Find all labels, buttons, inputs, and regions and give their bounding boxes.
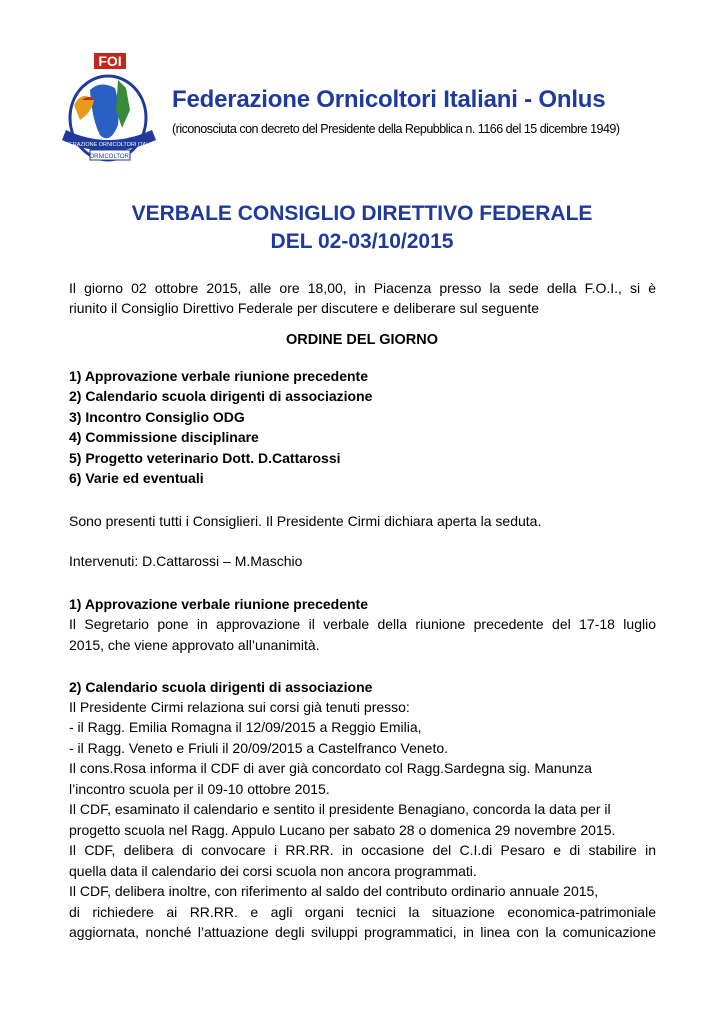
section-2-heading: 2) Calendario scuola dirigenti di associazione — [69, 679, 373, 695]
attendees-text: Intervenuti: D.Cattarossi – M.Maschio — [69, 553, 303, 569]
intro-line-2: riunito il Consiglio Direttivo Federale per discutere e deliberare sul seguente — [69, 300, 540, 316]
agenda-item: 6) Varie ed eventuali — [69, 470, 204, 486]
section-2-text: Il CDF, delibera di convocare i RR.RR. in occasione del C.I.di Pesaro e di stabilire in — [69, 842, 656, 858]
section-2-text: quella data il calendario dei corsi scuola non ancora programmati. — [69, 863, 477, 879]
logo-text: FOI — [98, 53, 122, 69]
organization-name: Federazione Ornicoltori Italiani - Onlus — [172, 86, 606, 113]
section-2-text: - il Ragg. Veneto e Friuli il 20/09/2015 a Castelfranco Veneto. — [69, 740, 449, 756]
foi-logo — [60, 50, 160, 165]
section-2-text: aggiornata, nonché l’attuazione degli sviluppi programmatici, in linea con la comunicazione — [69, 924, 656, 940]
agenda-item: 5) Progetto veterinario Dott. D.Cattarossi — [69, 450, 341, 466]
intro-line-1: Il giorno 02 ottobre 2015, alle ore 18,00, in Piacenza presso la sede della F.O.I., si è — [69, 280, 656, 296]
section-2-text: Il CDF, delibera inoltre, con riferimento al saldo del contributo ordinario annuale 2015, — [69, 883, 599, 899]
agenda-heading: ORDINE DEL GIORNO — [286, 332, 438, 348]
agenda-item: 1) Approvazione verbale riunione precedente — [69, 368, 369, 384]
section-2-text: l’incontro scuola per il 09-10 ottobre 2015. — [69, 781, 330, 797]
agenda-item: 2) Calendario scuola dirigenti di associazione — [69, 388, 373, 404]
section-2-text: Il Presidente Cirmi relaziona sui corsi già tenuti presso: — [69, 699, 410, 715]
section-2-text: Il cons.Rosa informa il CDF di aver già concordato col Ragg.Sardegna sig. Manunza — [69, 760, 592, 776]
section-2-text: - il Ragg. Emilia Romagna il 12/09/2015 a Reggio Emilia, — [69, 719, 422, 735]
section-1-text: Il Segretario pone in approvazione il verbale della riunione precedente del 17-18 luglio — [69, 616, 656, 632]
agenda-item: 3) Incontro Consiglio ODG — [69, 409, 245, 425]
agenda-item: 4) Commissione disciplinare — [69, 429, 259, 445]
logo-ribbon-text: FEDERAZIONE ORNICOLTORI ITALIANI — [60, 142, 160, 148]
title-line-1: VERBALE CONSIGLIO DIRETTIVO FEDERALE — [131, 202, 593, 225]
section-1-heading: 1) Approvazione verbale riunione precedente — [69, 596, 369, 612]
section-2-text: progetto scuola nel Ragg. Appulo Lucano per sabato 28 o domenica 29 novembre 2015. — [69, 822, 616, 838]
document-title — [0, 200, 724, 256]
organization-subtitle: (riconosciuta con decreto del Presidente della Repubblica n. 1166 del 15 dicembre 1949) — [172, 122, 620, 136]
presence-text: Sono presenti tutti i Consiglieri. Il Presidente Cirmi dichiara aperta la seduta. — [69, 513, 542, 529]
section-2-text: di richiedere ai RR.RR. e agli organi tecnici la situazione economica-patrimoniale — [69, 904, 656, 920]
section-1-text: 2015, che viene approvato all’unanimità. — [69, 637, 320, 653]
section-2-text: Il CDF, esaminato il calendario e sentito il presidente Benagiano, concorda la data per il — [69, 801, 611, 817]
title-line-2: DEL 02-03/10/2015 — [270, 230, 454, 253]
logo-bottom-text: ORNICOLTORI — [89, 154, 131, 160]
